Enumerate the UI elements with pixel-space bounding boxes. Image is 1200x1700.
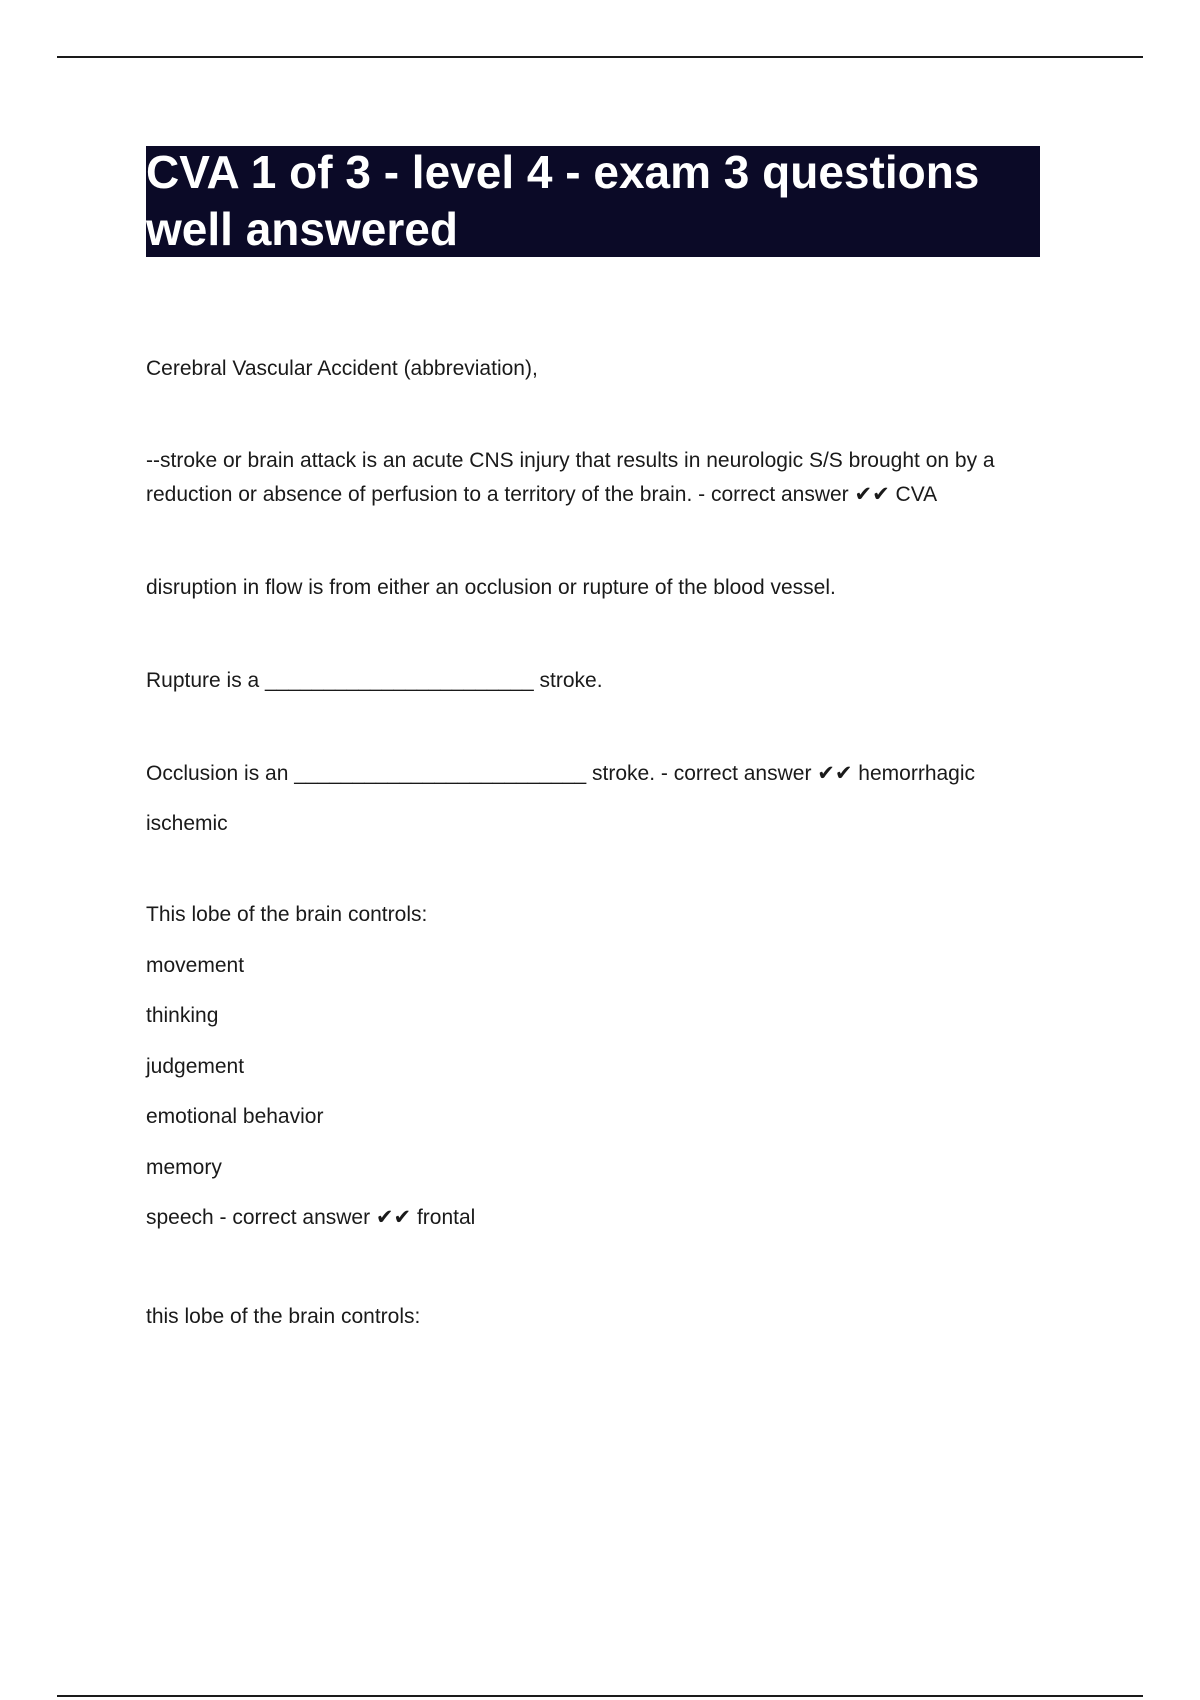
- answer-ischemic: ischemic: [146, 812, 228, 835]
- list-item-emotional-behavior: emotional behavior: [146, 1105, 324, 1128]
- question-prompt-lobe-1: This lobe of the brain controls:: [146, 903, 428, 926]
- list-item-memory: memory: [146, 1155, 222, 1179]
- question-intro-flow: disruption in flow is from either an occlusion or rupture of the blood vessel.: [146, 576, 836, 599]
- answer-definition-cva: --stroke or brain attack is an acute CNS injury that results in neurologic S/S brought on by a reduction or absence of perfusion to a territory of the brain. - correct answer ✔✔ CVA: [146, 449, 1001, 506]
- list-item-judgement: judgement: [146, 1054, 245, 1078]
- question-rupture-line: Rupture is a _______________________ stroke.: [146, 669, 603, 692]
- question-occlusion-line: Occlusion is an _________________________ stroke. - correct answer ✔✔ hemorrhagic: [146, 762, 976, 785]
- list-item-movement: movement: [146, 953, 245, 977]
- title-banner: [146, 146, 1040, 257]
- document-title: CVA 1 of 3 - level 4 - exam 3 questions well answered: [146, 146, 980, 255]
- header-rule: [57, 56, 1143, 58]
- question-prompt-lobe-2: this lobe of the brain controls:: [146, 1304, 421, 1328]
- list-item-speech-answer: speech - correct answer ✔✔ frontal: [146, 1206, 476, 1229]
- list-item-thinking: thinking: [146, 1004, 219, 1027]
- document-body: [146, 352, 1046, 1334]
- footer-rule: [57, 1695, 1143, 1697]
- question-prompt-cva: Cerebral Vascular Accident (abbreviation),: [146, 357, 538, 380]
